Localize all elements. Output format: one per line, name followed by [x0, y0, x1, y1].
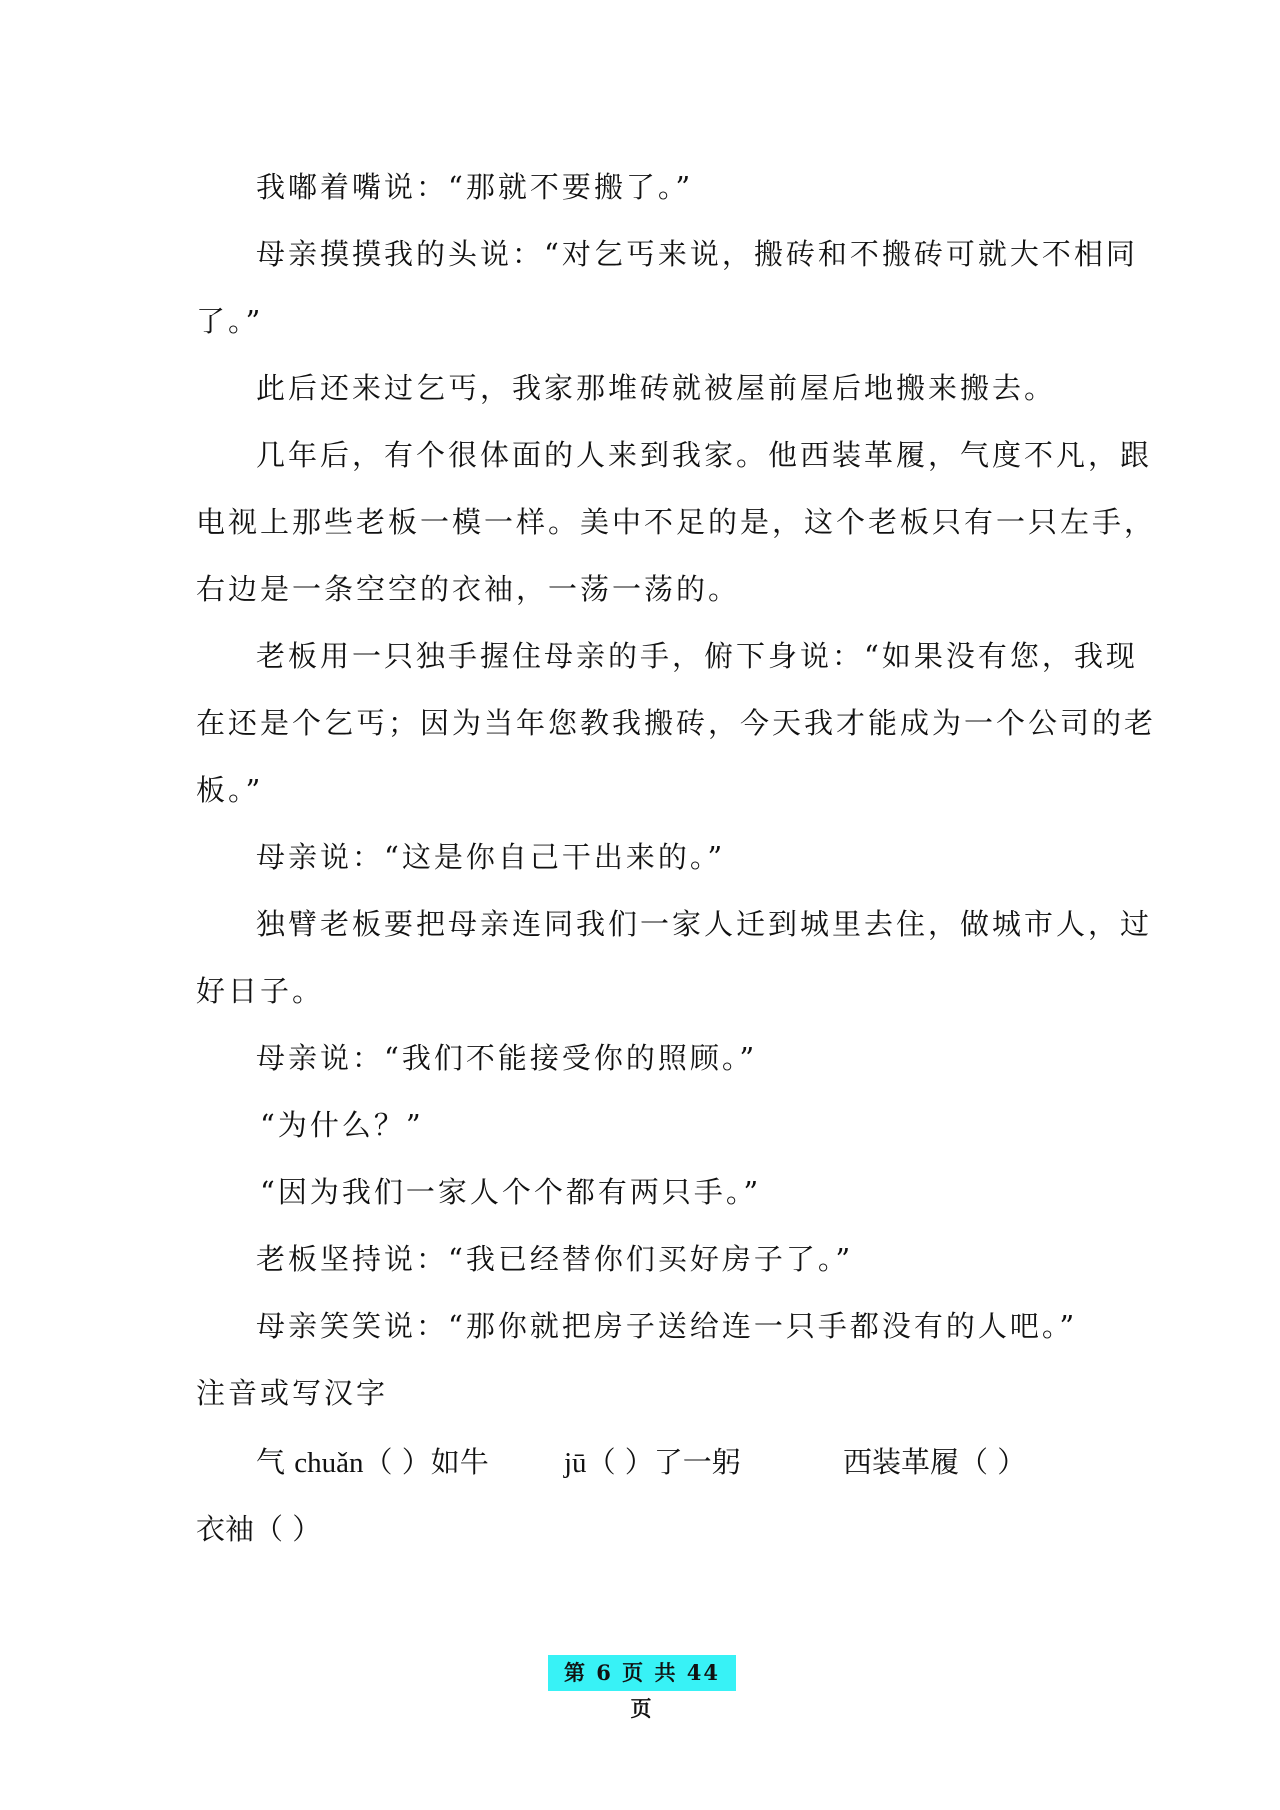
- exercise-item-2: [564, 1442, 741, 1483]
- paragraph-line: 此后还来过乞丐，我家那堆砖就被屋前屋后地搬来搬去。: [256, 371, 1057, 405]
- item1-pinyin: chuǎn: [294, 1447, 364, 1479]
- exercise-row-1: [0, 1442, 1280, 1482]
- exercise-heading: 注音或写汉字: [196, 1376, 389, 1410]
- item1-prefix: 气: [256, 1445, 286, 1479]
- paragraph-line: 独臂老板要把母亲连同我们一家人迁到城里去住，做城市人，过: [256, 907, 1153, 941]
- paragraph-line: 板。”: [196, 773, 264, 807]
- paragraph-line: 了。”: [196, 304, 264, 338]
- paragraph-line: 母亲说：“这是你自己干出来的。”: [256, 840, 726, 874]
- item2-blank[interactable]: （ ）: [586, 1445, 654, 1479]
- paragraph-line: 老板坚持说：“我已经替你们买好房子了。”: [256, 1242, 854, 1276]
- exercise-row-2: [196, 1509, 321, 1549]
- item1-suffix: 如牛: [430, 1445, 489, 1479]
- paragraph-line: 在还是个乞丐；因为当年您教我搬砖，今天我才能成为一个公司的老: [196, 706, 1157, 740]
- item3-blank[interactable]: （ ）: [959, 1445, 1027, 1479]
- paragraph-line: 母亲摸摸我的头说：“对乞丐来说，搬砖和不搬砖可就大不相同: [256, 237, 1138, 271]
- paragraph-line: 电视上那些老板一模一样。美中不足的是，这个老板只有一只左手，: [196, 505, 1157, 539]
- item3-text: 西装革履: [843, 1445, 960, 1479]
- exercise-item-3: [843, 1442, 1026, 1482]
- item4-blank[interactable]: （ ）: [254, 1512, 322, 1546]
- exercise-item-1: [256, 1442, 489, 1483]
- paragraph-line: 母亲笑笑说：“那你就把房子送给连一只手都没有的人吧。”: [256, 1309, 1078, 1343]
- paragraph-line: 我嘟着嘴说：“那就不要搬了。”: [256, 170, 694, 204]
- paragraph-line: 老板用一只独手握住母亲的手，俯下身说：“如果没有您，我现: [256, 639, 1138, 673]
- item2-suffix: 了一躬: [653, 1445, 741, 1479]
- paragraph-line: “为什么？”: [260, 1108, 424, 1142]
- item2-pinyin: jū: [564, 1447, 587, 1479]
- paragraph-line: 母亲说：“我们不能接受你的照顾。”: [256, 1041, 758, 1075]
- item4-text: 衣袖: [196, 1512, 255, 1546]
- paragraph-line: 好日子。: [196, 974, 325, 1008]
- paragraph-line: 右边是一条空空的衣袖，一荡一荡的。: [196, 572, 741, 606]
- paragraph-line: “因为我们一家人个个都有两只手。”: [260, 1175, 762, 1209]
- page-number-footer: 第 6 页 共 44 页: [548, 1655, 736, 1691]
- paragraph-line: 几年后，有个很体面的人来到我家。他西装革履，气度不凡，跟: [256, 438, 1153, 472]
- item1-blank[interactable]: （ ）: [363, 1445, 431, 1479]
